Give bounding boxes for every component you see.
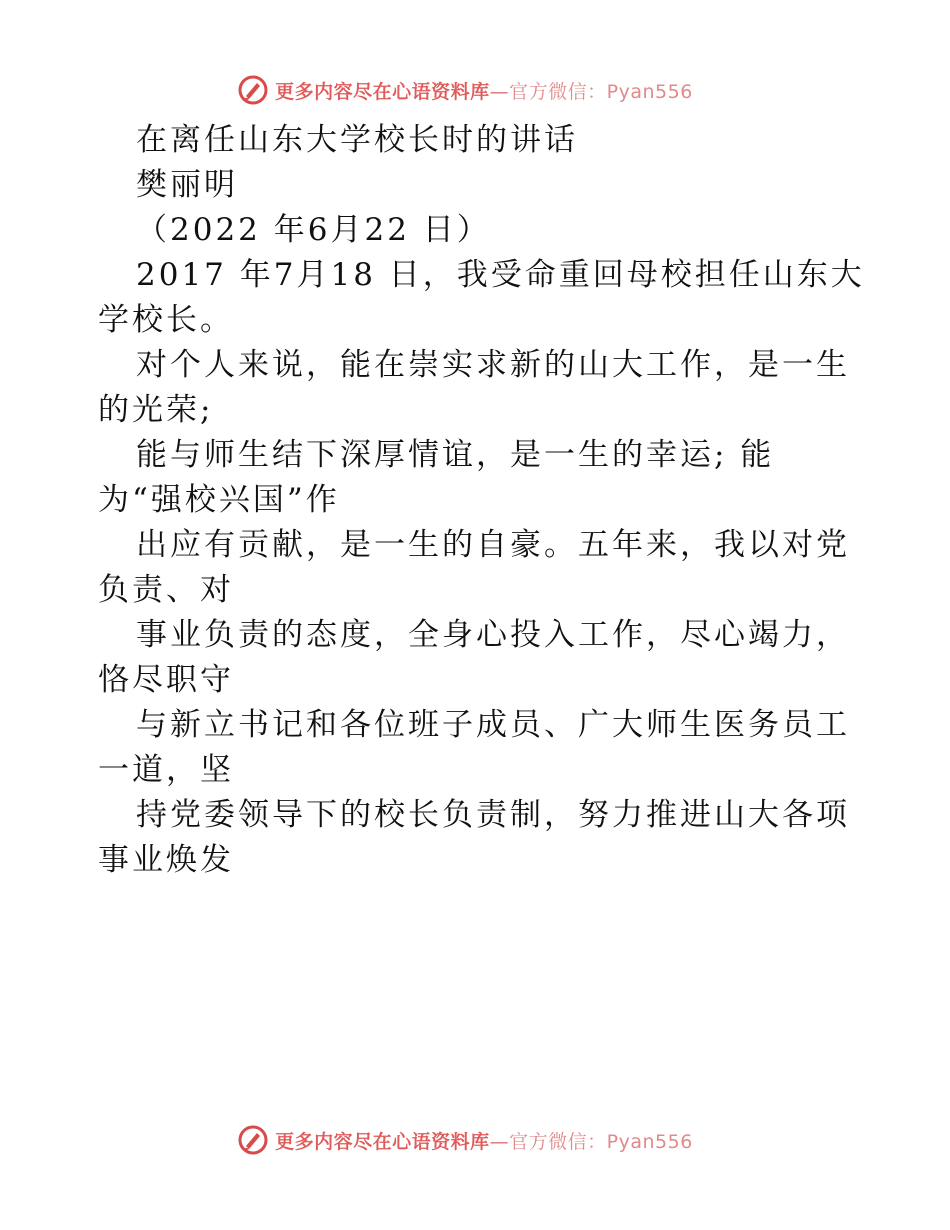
doc-line-text: 持党委领导下的校长负责制，努力推进山大各项 <box>136 797 850 833</box>
doc-line-text: 出应有贡献，是一生的自豪。五年来，我以对党 <box>136 527 850 563</box>
banner-text-wechat: 官方微信：Pyan556 <box>509 80 693 103</box>
doc-line <box>98 208 868 253</box>
banner-text <box>275 1127 693 1154</box>
doc-line-text: 2017 年7月18 日，我受命重回母校担任山东大 <box>136 257 865 293</box>
doc-line <box>98 298 868 343</box>
banner-text-wechat: 官方微信：Pyan556 <box>509 1130 693 1153</box>
doc-line-text: 能与师生结下深厚情谊，是一生的幸运; 能 <box>136 437 775 473</box>
doc-line <box>98 433 868 478</box>
doc-line <box>98 478 868 523</box>
doc-line <box>98 613 868 658</box>
doc-line-text: 学校长。 <box>98 302 234 338</box>
brush-logo-icon <box>237 1124 269 1156</box>
doc-line-text: 在离任山东大学校长时的讲话 <box>136 122 578 158</box>
doc-line <box>98 163 868 208</box>
doc-line <box>98 253 868 298</box>
doc-line-text: 事业焕发 <box>98 842 234 878</box>
banner-inner <box>237 1124 693 1156</box>
banner-text-dash: — <box>489 80 510 103</box>
doc-line <box>98 388 868 433</box>
doc-line-text: （2022 年6月22 日） <box>136 212 491 248</box>
doc-line-text: 的光荣; <box>98 392 214 428</box>
footer-watermark-banner <box>0 1120 950 1160</box>
doc-line <box>98 343 868 388</box>
doc-line-text: 事业负责的态度，全身心投入工作，尽心竭力， <box>136 617 850 653</box>
doc-line-text: 与新立书记和各位班子成员、广大师生医务员工 <box>136 707 850 743</box>
doc-line <box>98 523 868 568</box>
doc-line <box>98 118 868 163</box>
banner-text-cn: 更多内容尽在心语资料库 <box>275 80 490 103</box>
document-body <box>98 118 868 883</box>
doc-line <box>98 568 868 613</box>
banner-text-dash: — <box>489 1130 510 1153</box>
doc-line-text: 樊丽明 <box>136 167 238 203</box>
doc-line-text: 为“强校兴国”作 <box>98 482 340 518</box>
doc-line <box>98 793 868 838</box>
doc-line-text: 恪尽职守 <box>98 662 234 698</box>
doc-line-text: 负责、对 <box>98 572 234 608</box>
banner-text-cn: 更多内容尽在心语资料库 <box>275 1130 490 1153</box>
doc-line-text: 对个人来说，能在崇实求新的山大工作，是一生 <box>136 347 850 383</box>
doc-line <box>98 748 868 793</box>
brush-logo-icon <box>237 74 269 106</box>
doc-line <box>98 838 868 883</box>
banner-text <box>275 77 693 104</box>
header-watermark-banner <box>0 70 950 110</box>
doc-line-text: 一道，坚 <box>98 752 234 788</box>
doc-line <box>98 658 868 703</box>
banner-inner <box>237 74 693 106</box>
doc-line <box>98 703 868 748</box>
